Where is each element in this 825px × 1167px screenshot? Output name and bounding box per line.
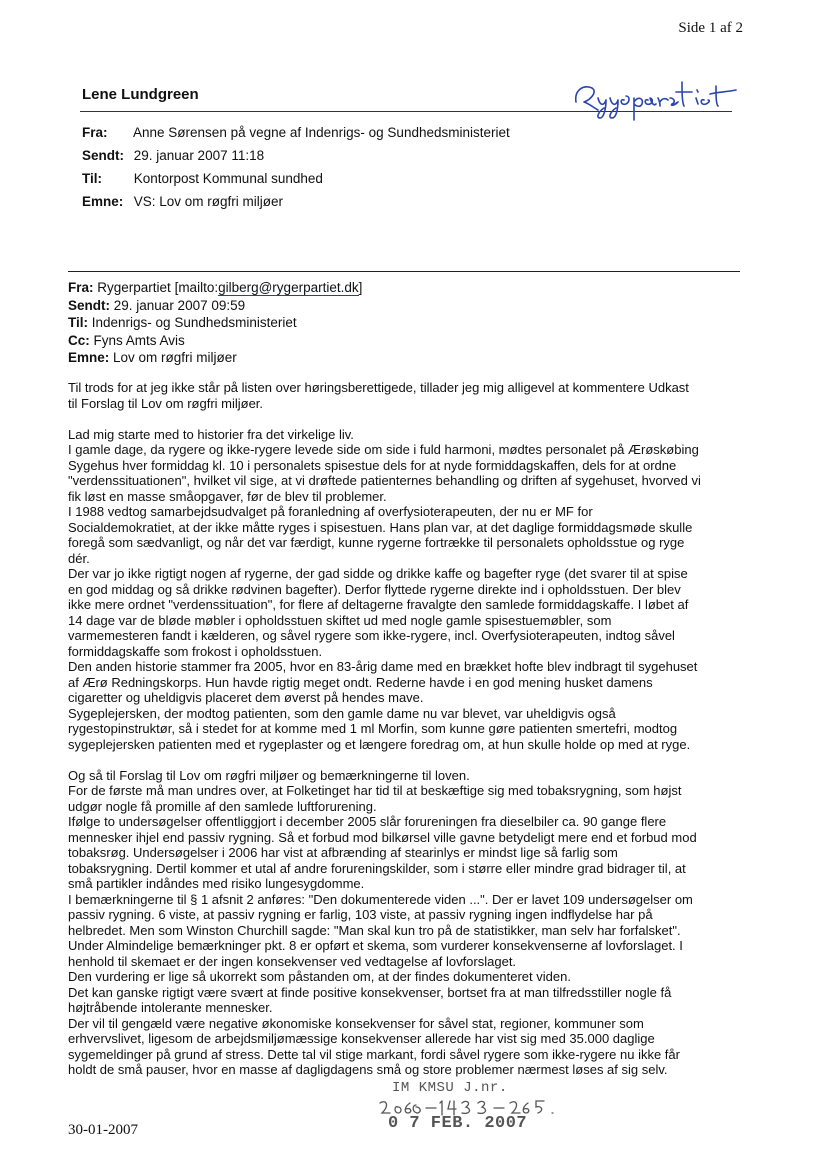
- header-from-label: Fra:: [82, 125, 108, 140]
- stamp-journal-label: IM KMSU J.nr.: [392, 1080, 508, 1096]
- body-paragraph: [68, 427, 744, 753]
- body-line: helbredet. Men som Winston Churchill sagde: "Man skal kun tro på de statistikker, man selv har forfalsket".: [68, 922, 681, 938]
- body-line: foregå som sædvanligt, og når det var færdigt, kunne rygerne fortrække til personalets opholdsstue og ryge: [68, 535, 685, 550]
- header-subject-value: VS: Lov om røgfri miljøer: [133, 194, 284, 209]
- page-number: Side 1 af 2: [678, 20, 743, 36]
- body-line: tobaksrygning. Dertil kommer et utal af andre forureningskilder, som i større eller mindre grad bidrager til, at: [68, 860, 686, 876]
- fwd-sent-label: Sendt:: [68, 297, 110, 313]
- header-subject: [82, 194, 283, 209]
- body-line: Under Almindelige bemærkninger pkt. 8 er opført et skema, som vurderer konsekvenserne af lovforslaget. I: [68, 938, 683, 953]
- body-line: I gamle dage, da rygere og ikke-rygere levede side om side i fuld harmoni, mødtes personalet på Ærøskøbing: [68, 442, 699, 457]
- body-line: af Ærø Redningskorps. Hun havde rigtig meget ondt. Rederne havde i en god mening husket damens: [68, 674, 653, 690]
- body-line: dér.: [68, 550, 90, 566]
- header-subject-label: Emne:: [82, 194, 124, 209]
- forward-divider: [68, 271, 740, 272]
- fwd-to-label: Til:: [68, 315, 88, 330]
- handwritten-signature: [570, 72, 740, 122]
- header-sent: [82, 148, 264, 163]
- body-line: formiddagskaffe som frokost i opholdsstuen.: [68, 643, 323, 659]
- header-from: [82, 125, 510, 140]
- fwd-from-email-link[interactable]: gilberg@rygerpartiet.dk: [218, 280, 359, 295]
- body-line: en god middag og så drikke rødvinen bagefter). Derfor flyttede rygerne direkte ind i opholdsstuen. Der blev: [68, 581, 681, 597]
- fwd-to: [68, 314, 362, 332]
- body-line: cigaretter og uheldigvis placeret dem øverst på hendes mave.: [68, 690, 424, 705]
- body-line: Lad mig starte med to historier fra det virkelige liv.: [68, 426, 354, 442]
- body-line: højtråbende intolerante mennesker.: [68, 1000, 273, 1015]
- fwd-cc-label: Cc:: [68, 332, 90, 348]
- body-line: Til trods for at jeg ikke står på listen over høringsberettigede, tillader jeg mig alligevel at kommentere Udkast: [68, 380, 689, 395]
- body-line: Det kan ganske rigtigt være svært at finde positive konsekvenser, bortset fra at man tilfredsstiller nogle få: [68, 984, 672, 1000]
- body-line: Den anden historie stammer fra 2005, hvor en 83-årig dame med en brækket hofte blev indbragt til sygehuset: [68, 659, 698, 674]
- body-line: rygestopinstruktør, så i stedet for at komme med 1 ml Morfin, som kunne gøre patienten smertefri, modtog: [68, 721, 678, 736]
- header-to-label: Til:: [82, 171, 102, 186]
- body-line: Der var jo ikke rigtigt nogen af rygerne, der gad sidde og drikke kaffe og bagefter ryge (det svarer til at spise: [68, 566, 688, 581]
- body-line: Den vurdering er lige så ukorrekt som påstanden om, at der findes dokumenteret viden.: [68, 969, 571, 984]
- body-line: passiv rygning. 6 viste, at passiv rygning er farlig, 103 viste, at passiv rygning ingen indflydelse har på: [68, 907, 653, 922]
- body-paragraph: [68, 768, 744, 1078]
- fwd-sent: [68, 297, 362, 315]
- fwd-cc: [68, 332, 362, 350]
- fwd-from-value: Rygerpartiet [mailto:: [97, 280, 219, 295]
- body-line: tobaksrøg. Undersøgelser i 2006 har vist at afbrænding af stearinlys er mindst lige så farlig som: [68, 845, 618, 860]
- footer-date: 30-01-2007: [68, 1122, 138, 1138]
- stamp-date: 0 7 FEB. 2007: [388, 1114, 528, 1133]
- body-line: holdt de små pauser, hvor en masse af dagligdagens små og store problemer nærmest løses af sig selv.: [68, 1062, 668, 1077]
- fwd-from-label: Fra:: [68, 280, 94, 295]
- body-line: Socialdemokratiet, at der ikke måtte ryges i spisestuen. Hans plan var, at det daglige formiddagsmøde skulle: [68, 519, 693, 535]
- fwd-to-value: Indenrigs- og Sundhedsministeriet: [91, 315, 297, 330]
- fwd-subject-label: Emne:: [68, 350, 110, 365]
- header-sent-value: 29. januar 2007 11:18: [133, 148, 265, 163]
- fwd-from-end: ]: [358, 280, 363, 295]
- body-line: udgør nogle få promille af den samlede luftforurening.: [68, 798, 377, 814]
- header-sent-label: Sendt:: [82, 148, 124, 163]
- body-line: I 1988 vedtog samarbejdsudvalget på foranledning af overfysioterapeuten, der nu er MF for: [68, 504, 593, 519]
- fwd-from: [68, 279, 362, 297]
- fwd-subject: [68, 349, 362, 367]
- body-line: 14 dage var de bløde møbler i opholdsstuen skiftet ud med nogle gamle spisestuemøbler, som: [68, 612, 612, 628]
- fwd-cc-value: Fyns Amts Avis: [93, 332, 185, 348]
- body-line: ikke mere ordnet "verdenssituation", for flere af deltagerne fravalgte den samlede formiddagskaffe. I løbet af: [68, 597, 689, 612]
- body-line: Der vil til gengæld være negative økonomiske konsekvenser for såvel stat, regioner, kommuner som: [68, 1015, 644, 1031]
- body-line: sygeplejersken patienten med et rygeplaster og et længere foredrag om, at hun skulle holde op med at ryge.: [68, 736, 691, 752]
- header-name: Lene Lundgreen: [82, 86, 199, 103]
- body-line: til Forslag til Lov om røgfri miljøer.: [68, 395, 264, 411]
- body-line: Sygehus hver formiddag kl. 10 i personalets spisestue dels for at nyde formiddagskaffen, dels for at ordne: [68, 457, 677, 473]
- fwd-sent-value: 29. januar 2007 09:59: [113, 297, 246, 313]
- letter-body: [68, 380, 744, 1093]
- body-line: Og så til Forslag til Lov om røgfri miljøer og bemærkningerne til loven.: [68, 767, 470, 783]
- body-line: Sygeplejersken, der modtog patienten, som den gamle dame nu var blevet, var uheldigvis også: [68, 705, 616, 721]
- body-line: "verdenssituationen", hvilket vil sige, at vi drøftede patienternes behandling og driften af sygehuset, hvorved vi: [68, 473, 701, 488]
- body-line: mennesker ihjel end passiv rygning. Så et forbud mod bilkørsel ville gavne betydeligt mere end et forbud mod: [68, 829, 697, 845]
- body-line: henhold til skemaet er der ingen konsekvenser ved vedtagelse af lovforslaget.: [68, 953, 517, 969]
- forwarded-header: [68, 279, 362, 367]
- body-line: varmemesteren fandt i kælderen, og såvel rygere som ikke-rygere, incl. Overfysioterapeuten, indtog såvel: [68, 628, 675, 643]
- body-line: sygemeldinger på grund af stress. Dette tal vil stige markant, fordi såvel rygere som ikke-rygere nu ikke får: [68, 1046, 680, 1062]
- body-line: erhvervslivet, ligesom de arbejdsmiljømæssige konsekvenser allerede har vist sig med 35.000 daglige: [68, 1031, 655, 1046]
- fwd-subject-value: Lov om røgfri miljøer: [113, 350, 237, 365]
- header-to: [82, 171, 323, 186]
- body-line: Ifølge to undersøgelser offentliggjort i december 2005 slår forureningen fra dieselbiler ca. 90 gange flere: [68, 814, 667, 829]
- header-from-value: Anne Sørensen på vegne af Indenrigs- og Sundhedsministeriet: [133, 125, 510, 140]
- header-to-value: Kontorpost Kommunal sundhed: [133, 171, 323, 186]
- body-line: fik løst en masse småopgaver, før de blev til problemer.: [68, 488, 387, 504]
- body-line: I bemærkningerne til § 1 afsnit 2 anføres: "Den dokumenterede viden ...". Der er lavet 109 undersøgelser om: [68, 891, 693, 907]
- body-line: For de første må man undres over, at Folketinget har tid til at beskæftige sig med tobaksrygning, som højst: [68, 783, 682, 798]
- body-line: små partikler indåndes med risiko lungesygdomme.: [68, 876, 365, 891]
- body-paragraph: [68, 380, 744, 411]
- received-stamp: [360, 1080, 590, 1138]
